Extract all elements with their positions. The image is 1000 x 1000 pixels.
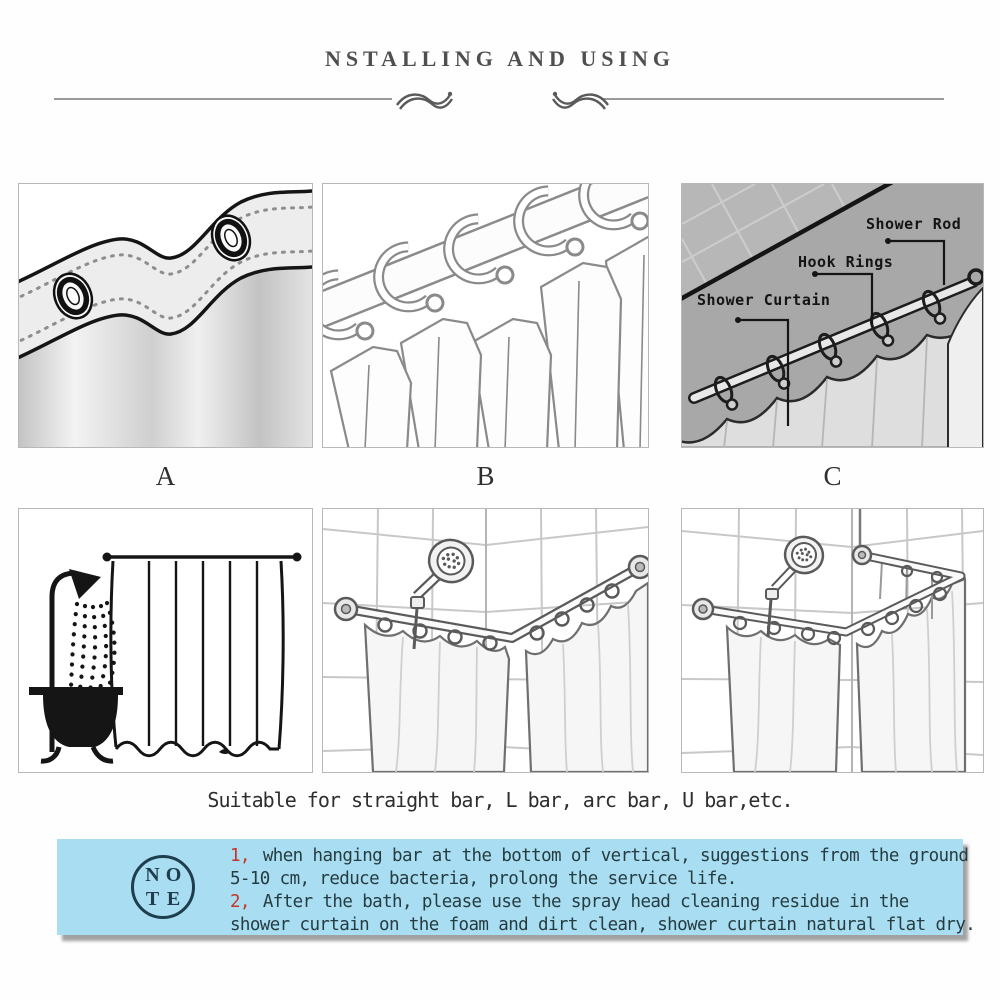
label-hook-rings: Hook Rings	[798, 253, 894, 271]
shower-head	[69, 569, 101, 599]
note-letter: O	[165, 864, 182, 886]
note-letter: N	[145, 864, 160, 886]
handheld-shower-head	[774, 532, 827, 598]
panel-c-labeled-diagram	[681, 183, 984, 448]
divider-line-right	[603, 98, 944, 100]
u-bar-illustration	[682, 509, 983, 772]
panel-a-grommet-detail	[18, 183, 313, 448]
ornamental-divider	[0, 86, 1000, 114]
panel-b-hooks-on-rod	[322, 183, 649, 448]
grommet-curtain-illustration	[19, 184, 312, 447]
label-shower-rod: Shower Rod	[866, 215, 962, 233]
rod-finial	[969, 270, 983, 284]
panel-letter-b: B	[476, 461, 495, 491]
note-item-1-text: when hanging bar at the bottom of vertical, suggestions from the ground	[262, 846, 969, 866]
note-item-2-line-2: shower curtain on the foam and dirt clean, shower curtain natural flat dry.	[230, 915, 976, 935]
suitable-text: Suitable for straight bar, L bar, arc bar, U bar,etc.	[207, 788, 793, 812]
divider-line-left	[54, 98, 392, 100]
hooks-rod-illustration	[323, 184, 648, 447]
note-item-2-marker: 2,	[230, 892, 250, 912]
swirl-flourish-icon	[552, 87, 610, 113]
note-letter: T	[145, 888, 160, 910]
shower-bracket	[411, 597, 424, 608]
panel-f-u-bar-scene	[681, 508, 984, 773]
panel-letter-a: A	[155, 461, 176, 491]
bathtub-illustration	[19, 509, 312, 772]
note-text	[230, 845, 1000, 937]
label-shower-curtain: Shower Curtain	[697, 291, 831, 309]
note-item-2-text: After the bath, please use the spray head cleaning residue in the	[262, 892, 909, 912]
panel-e-l-bar-scene	[322, 508, 649, 773]
handheld-shower-head	[416, 534, 478, 609]
note-item-1-line-1	[230, 845, 1000, 868]
note-letter: E	[166, 888, 181, 910]
panel-letter-c: C	[823, 461, 842, 491]
water-spray	[71, 603, 115, 692]
note-item-1-line-2: 5-10 cm, reduce bacteria, prolong the service life.	[230, 869, 737, 889]
shower-bracket	[766, 589, 778, 599]
bathtub	[29, 687, 123, 747]
note-box	[57, 839, 976, 935]
curtain-left	[727, 627, 840, 772]
note-item-1-marker: 1,	[230, 846, 250, 866]
swirl-flourish-icon	[395, 87, 453, 113]
note-item-2-line-1	[230, 891, 1000, 914]
panel-d-bathtub-scene	[18, 508, 313, 773]
page-title: NSTALLING AND USING	[324, 46, 676, 71]
note-badge-icon	[131, 855, 195, 919]
l-bar-illustration	[323, 509, 648, 772]
